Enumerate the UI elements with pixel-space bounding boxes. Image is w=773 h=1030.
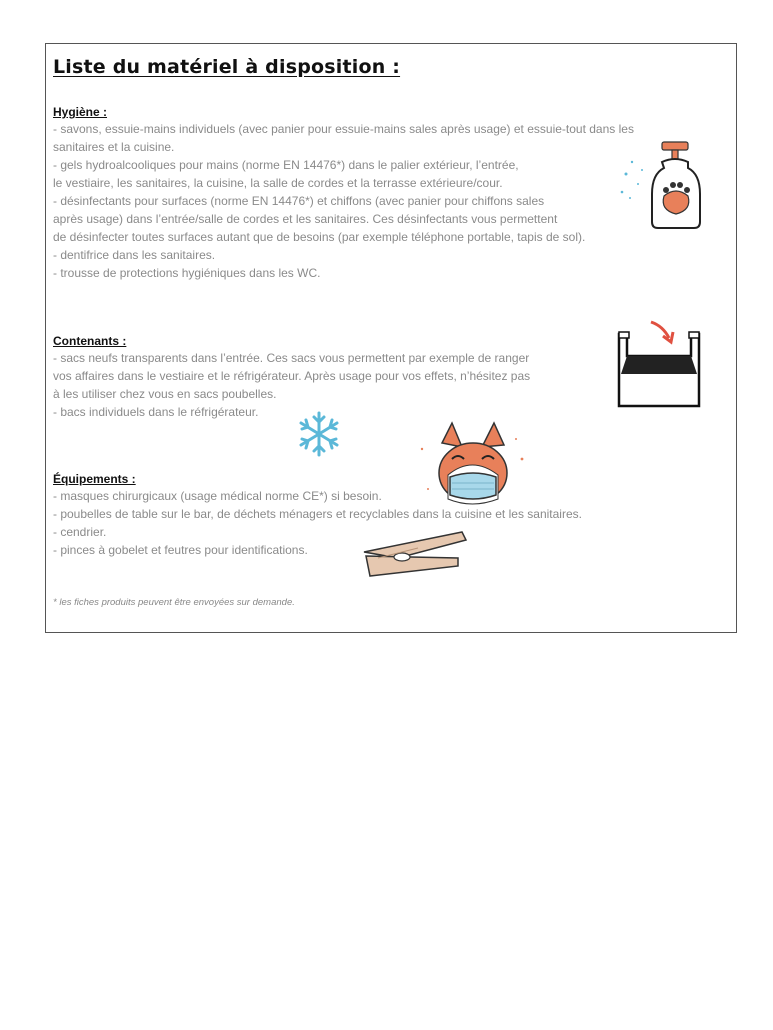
text-line: - bacs individuels dans le réfrigérateur. (53, 405, 259, 419)
snowflake-icon (294, 409, 344, 459)
section-hygiene (53, 104, 634, 282)
page-title: Liste du matériel à disposition : (53, 56, 401, 78)
section-heading: Hygiène : (53, 105, 108, 119)
text-line: - savons, essuie-mains individuels (avec panier pour essuie-mains sales après usage) et essuie-tout dans les (53, 122, 634, 136)
section-contenants (53, 333, 530, 421)
bin-icon (611, 312, 711, 416)
text-line: - sacs neufs transparents dans l’entrée. Ces sacs vous permettent par exemple de ranger (53, 351, 530, 365)
footnote: * les fiches produits peuvent être envoyées sur demande. (53, 597, 295, 608)
section-heading: Contenants : (53, 334, 127, 348)
text-line: à les utiliser chez vous en sacs poubelles. (53, 387, 277, 401)
fox-mask-icon (412, 419, 532, 519)
soap-dispenser-icon (618, 134, 718, 234)
text-line: - gels hydroalcooliques pour mains (norme EN 14476*) dans le palier extérieur, l’entrée, (53, 158, 519, 172)
text-line: sanitaires et la cuisine. (53, 140, 175, 154)
text-line: - désinfectants pour surfaces (norme EN 14476*) et chiffons (avec panier pour chiffons sales (53, 194, 545, 208)
text-line: - dentifrice dans les sanitaires. (53, 248, 216, 262)
text-line: le vestiaire, les sanitaires, la cuisine, la salle de cordes et la terrasse extérieure/cour. (53, 176, 503, 190)
text-line: - masques chirurgicaux (usage médical norme CE*) si besoin. (53, 489, 382, 503)
text-line: après usage) dans l’entrée/salle de cordes et les sanitaires. Ces désinfectants vous permettent (53, 212, 558, 226)
section-heading: Équipements : (53, 472, 136, 486)
text-line: - pinces à gobelet et feutres pour identifications. (53, 543, 308, 557)
text-line: - cendrier. (53, 525, 107, 539)
text-line: vos affaires dans le vestiaire et le réfrigérateur. Après usage pour vos effets, n’hésitez pas (53, 369, 531, 383)
text-line: - trousse de protections hygiéniques dans les WC. (53, 266, 321, 280)
document-frame (45, 43, 737, 633)
text-line: - poubelles de table sur le bar, de déchets ménagers et recyclables dans la cuisine et les sanitaires. (53, 507, 582, 521)
clothespin-icon (358, 524, 470, 580)
text-line: de désinfecter toutes surfaces autant que de besoins (par exemple téléphone portable, tapis de sol). (53, 230, 586, 244)
